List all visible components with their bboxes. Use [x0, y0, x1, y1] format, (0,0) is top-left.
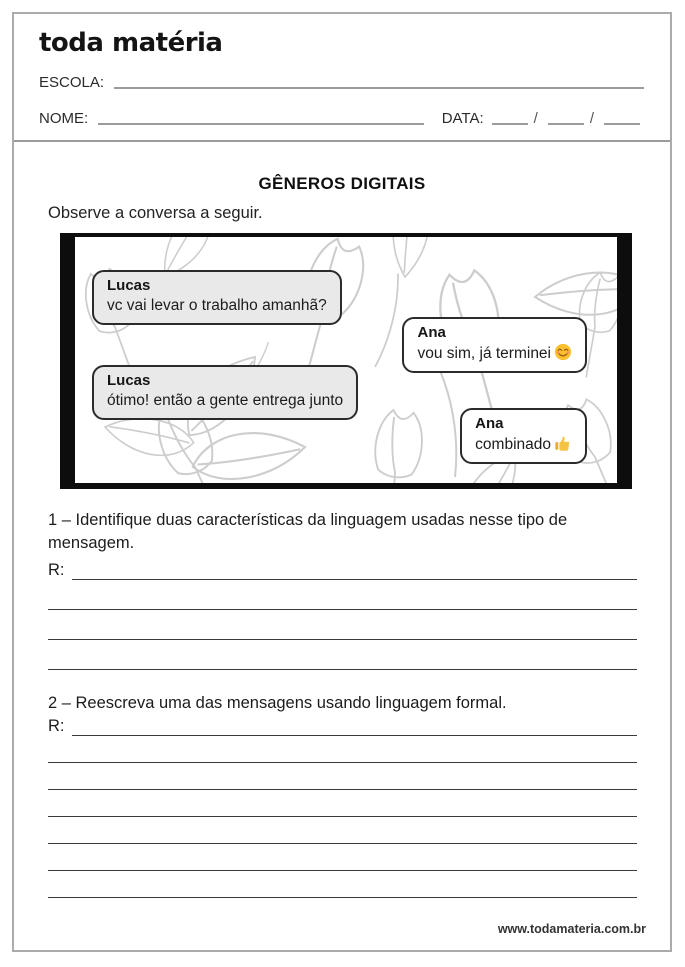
- smiling-face-emoji: [554, 343, 572, 361]
- school-field-row: [39, 74, 644, 91]
- answer-line[interactable]: [72, 570, 638, 580]
- school-input-line[interactable]: [114, 75, 644, 89]
- answer-extra-lines[interactable]: [48, 580, 637, 670]
- date-group: [442, 110, 644, 127]
- date-separator: /: [589, 110, 594, 127]
- date-label: DATA:: [441, 110, 484, 127]
- chat-bubble-lucas-1: [92, 270, 342, 325]
- answer-line[interactable]: [48, 790, 637, 817]
- chat-bubble-ana-1: [402, 317, 587, 373]
- answer-line[interactable]: [48, 640, 637, 670]
- question-2-text: 2 – Reescreva uma das mensagens usando linguagem formal.: [48, 694, 507, 712]
- answer-line[interactable]: [48, 580, 637, 610]
- name-input-line[interactable]: [98, 111, 424, 125]
- question-1-text: 1 – Identifique duas características da linguagem usadas nesse tipo de mensagem.: [48, 511, 568, 553]
- answer-line[interactable]: [72, 726, 638, 736]
- sender-name: Lucas: [107, 372, 151, 389]
- answer-line[interactable]: [48, 817, 637, 844]
- question-2-answer-area: [48, 717, 637, 898]
- sender-name: Lucas: [107, 277, 151, 294]
- answer-prefix: R:: [48, 561, 65, 579]
- message-text: vou sim, já terminei: [417, 344, 551, 362]
- chat-conversation-panel: [60, 233, 632, 489]
- chat-bubble-lucas-2: [92, 365, 358, 420]
- answer-line[interactable]: [48, 844, 637, 871]
- toda-materia-logo: toda matéria: [39, 28, 223, 58]
- answer-extra-lines[interactable]: [48, 736, 637, 898]
- sender-name: Ana: [417, 324, 446, 341]
- name-label: NOME:: [39, 110, 89, 127]
- answer-prefix: R:: [48, 717, 65, 735]
- thumbs-up-emoji: [554, 434, 572, 452]
- question-1-answer-area: [48, 561, 637, 670]
- footer-website-url: www.todamateria.com.br: [497, 922, 646, 936]
- name-date-row: [39, 110, 644, 127]
- school-label: ESCOLA:: [39, 74, 105, 91]
- date-separator: /: [533, 110, 538, 127]
- header-divider: [14, 140, 670, 142]
- answer-line[interactable]: [48, 610, 637, 640]
- date-year-line[interactable]: [604, 111, 640, 125]
- instruction-text: Observe a conversa a seguir.: [48, 204, 263, 222]
- date-month-line[interactable]: [548, 111, 584, 125]
- sender-name: Ana: [475, 415, 504, 432]
- chat-bubble-ana-2: [460, 408, 587, 464]
- date-day-line[interactable]: [492, 111, 528, 125]
- answer-line[interactable]: [48, 736, 637, 763]
- message-text: ótimo! então a gente entrega junto: [107, 391, 344, 409]
- answer-line[interactable]: [48, 763, 637, 790]
- answer-line[interactable]: [48, 871, 637, 898]
- message-text: vc vai levar o trabalho amanhã?: [107, 296, 327, 314]
- page-title: GÊNEROS DIGITAIS: [258, 174, 426, 193]
- message-text: combinado: [475, 435, 551, 453]
- page-frame: [12, 12, 672, 952]
